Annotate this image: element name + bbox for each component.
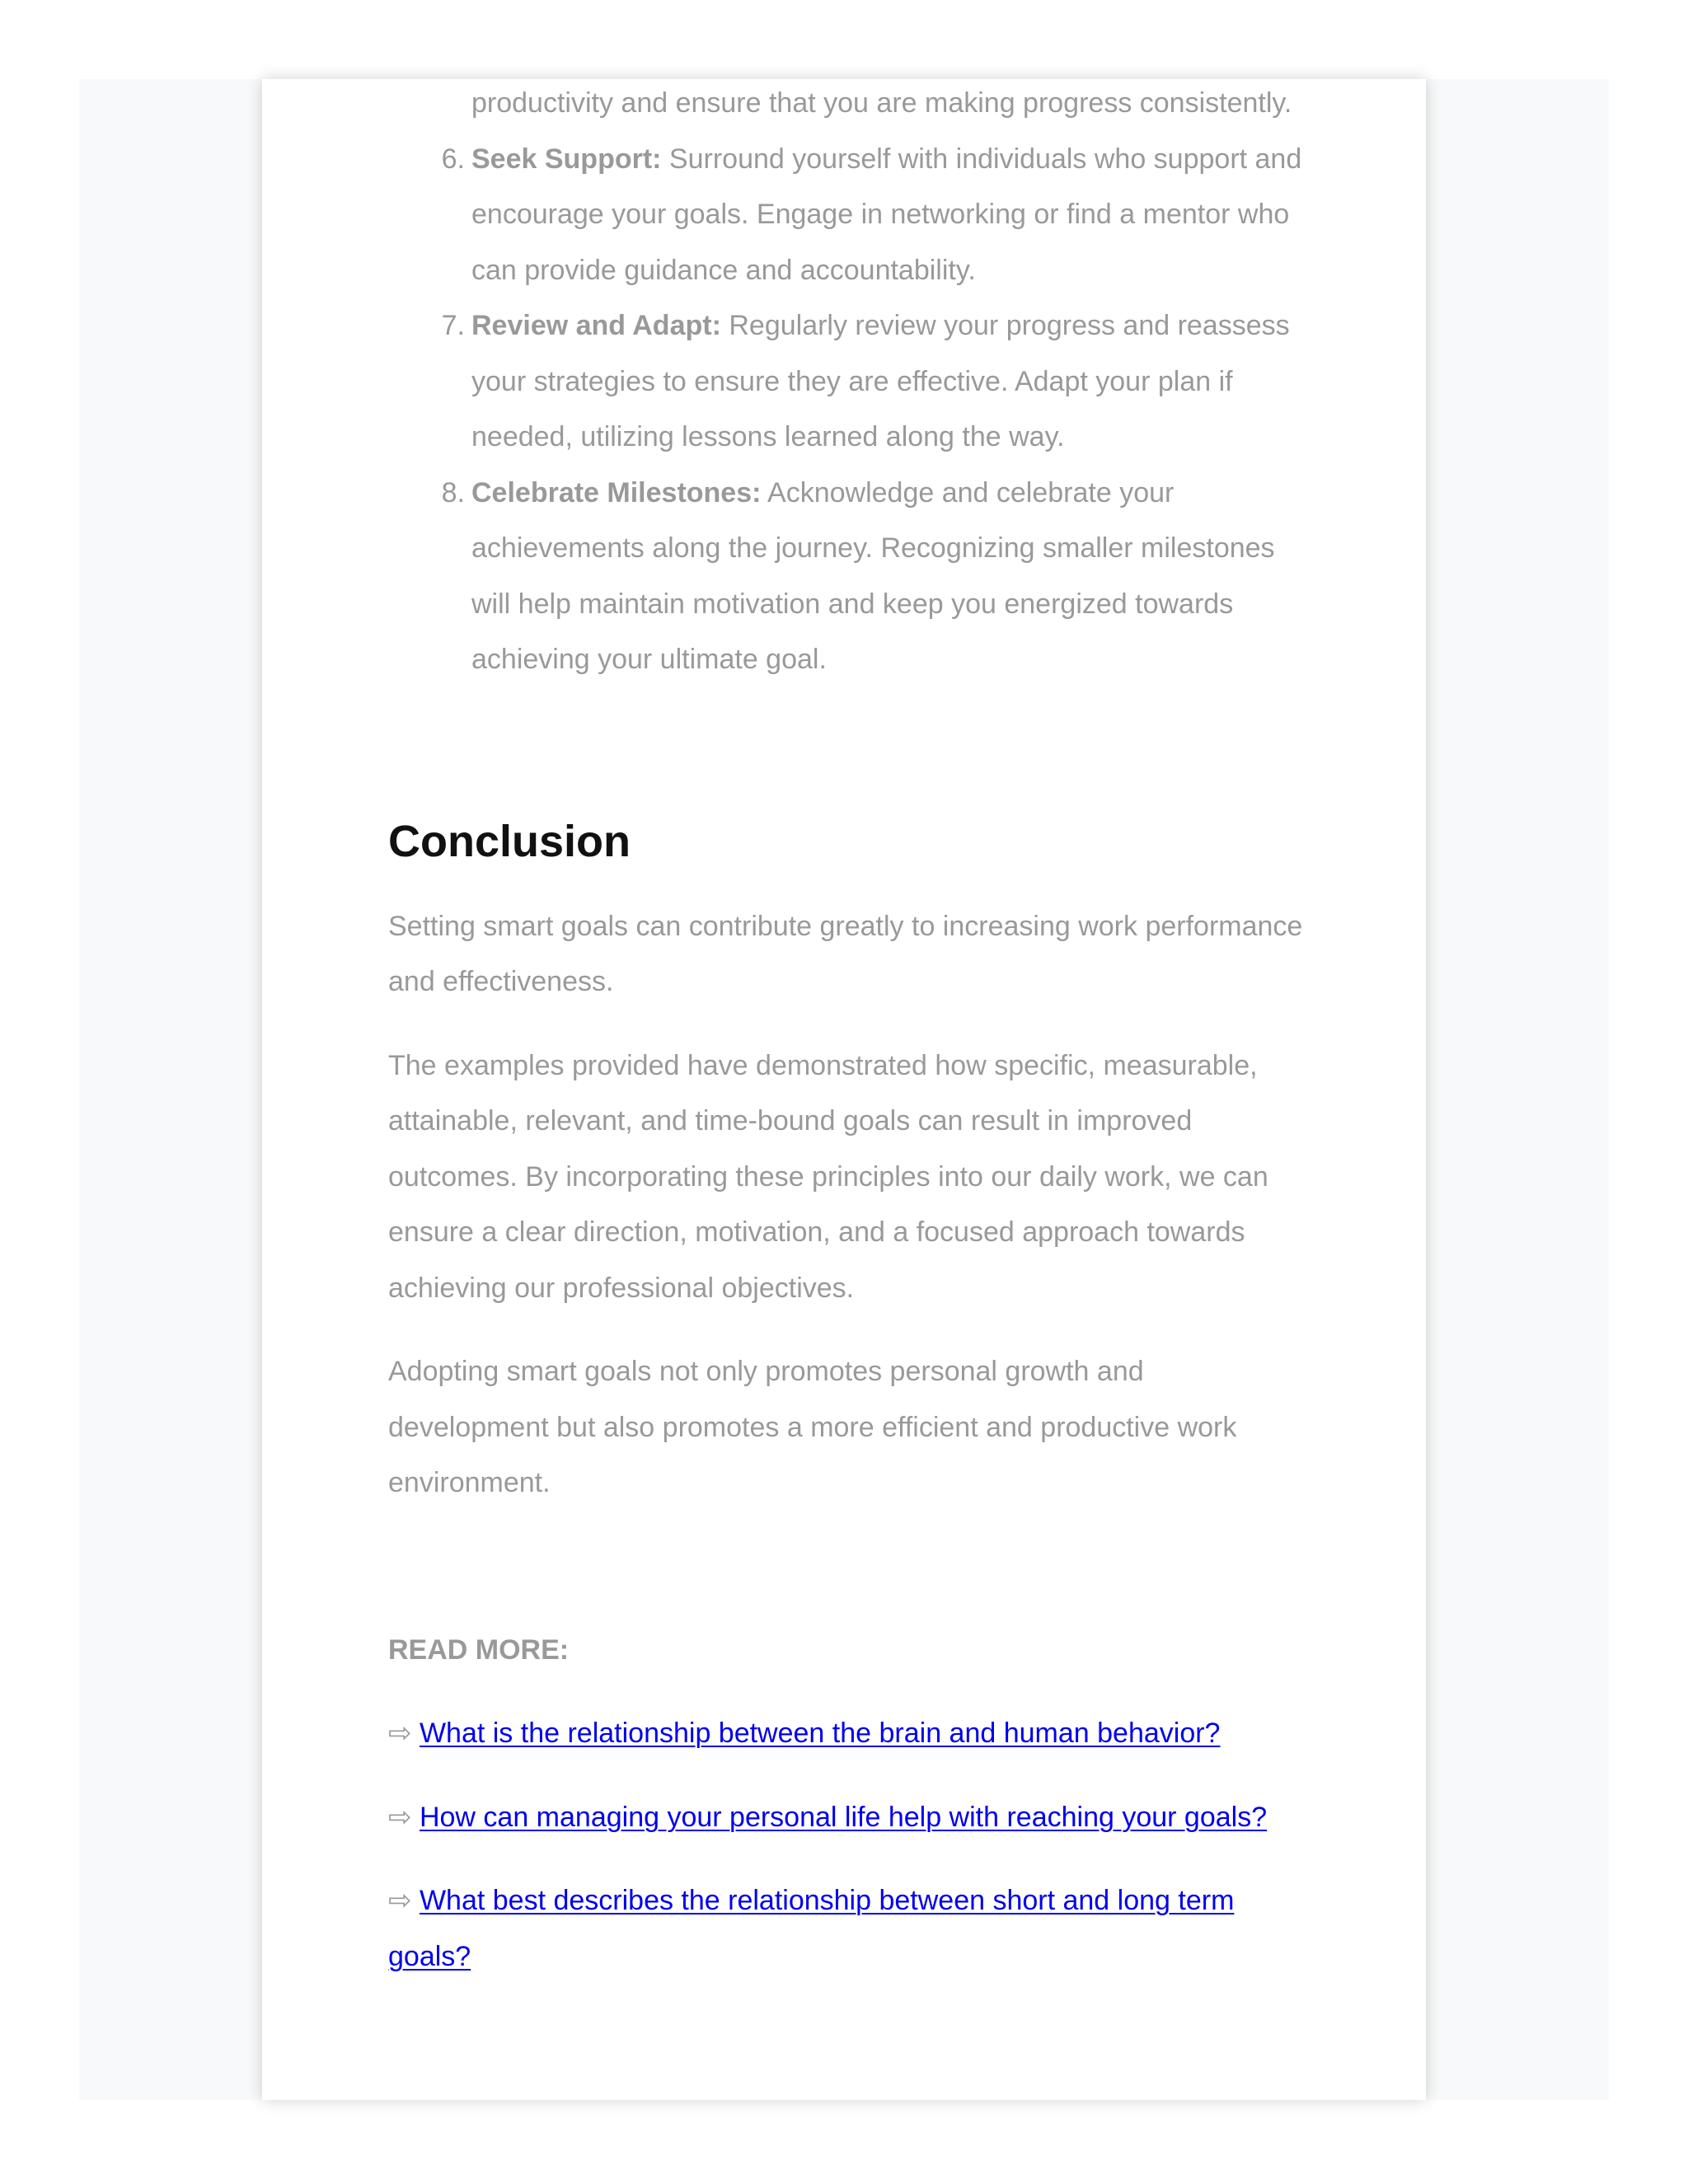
read-more-item — [388, 1790, 1303, 1846]
conclusion-paragraph: Adopting smart goals not only promotes personal growth and development but also promotes a more efficient and productive work environment. — [388, 1356, 1237, 1498]
list-item-number: 7. — [441, 310, 465, 341]
list-item-text: Acknowledge and celebrate your achievements along the journey. Recognizing smaller milestones will help maintain motivation and keep you energized towards achieving your ultimate goal. — [471, 476, 1275, 675]
arrow-icon: ⇨ — [388, 1801, 412, 1833]
article-content — [388, 79, 1303, 1985]
list-item-number: 8. — [441, 476, 465, 509]
list-item-continuation — [388, 79, 1303, 132]
read-more-item — [388, 1706, 1303, 1762]
read-more-link[interactable]: How can managing your personal life help with reaching your goals? — [419, 1801, 1268, 1833]
conclusion-heading: Conclusion — [388, 816, 631, 866]
conclusion-paragraph: Setting smart goals can contribute greatly to increasing work performance and effectiveness. — [388, 910, 1303, 997]
article-page — [262, 79, 1426, 2100]
conclusion-paragraph: The examples provided have demonstrated how specific, measurable, attainable, relevant, and time-bound goals can result in improved outcomes. By incorporating these principles into our daily work, we can ensure a clear direction, motivation, and a focused approach towards achieving our professional objectives. — [388, 1049, 1268, 1304]
list-item — [388, 132, 1303, 299]
list-item — [388, 466, 1303, 688]
read-more-link[interactable]: What best describes the relationship between short and long term goals? — [388, 1885, 1235, 1972]
read-more-link[interactable]: What is the relationship between the brain and human behavior? — [419, 1718, 1221, 1749]
list-item-text: productivity and ensure that you are making progress consistently. — [471, 87, 1292, 119]
read-more-label: READ MORE: — [388, 1633, 570, 1666]
list-item-title: Seek Support: — [471, 143, 662, 175]
list-item-text: Surround yourself with individuals who support and encourage your goals. Engage in networking or find a mentor who can provide guidance and accountability. — [471, 143, 1302, 286]
steps-list — [388, 79, 1303, 688]
read-more-item — [388, 1873, 1303, 1985]
list-item-title: Review and Adapt: — [471, 310, 721, 341]
arrow-icon: ⇨ — [388, 1718, 412, 1749]
arrow-icon: ⇨ — [388, 1885, 412, 1916]
list-item-title: Celebrate Milestones: — [471, 476, 762, 509]
list-item — [388, 298, 1303, 466]
list-item-text: Regularly review your progress and reassess your strategies to ensure they are effective. Adapt your plan if needed, utilizing lessons learned along the way. — [471, 310, 1290, 452]
list-item-number: 6. — [441, 143, 465, 175]
